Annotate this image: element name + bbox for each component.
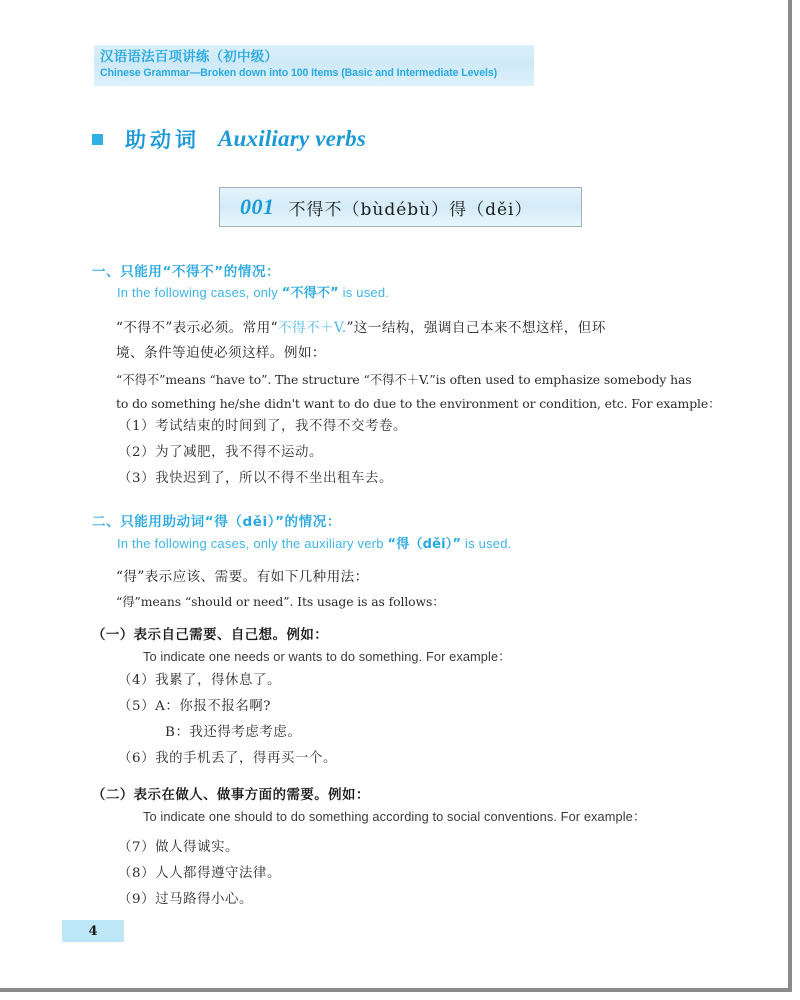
page-number: 4 (88, 923, 98, 939)
section-two-heading-cn-row (92, 512, 341, 532)
item-title-text: 不得不（bùdébù）得（děi） (288, 199, 533, 220)
example-dialogue-a: （5）A：你报不报名啊? (118, 699, 272, 715)
section-one-paragraph-en-line2: to do something he/she didn't want to do due to the environment or condition, etc. For example： (116, 396, 721, 412)
section-one-heading-en-cjk: “不得不” (281, 286, 339, 301)
example-item: （9）过马路得小心。 (118, 892, 254, 908)
subsection-one-examples (118, 668, 337, 773)
section-one-paragraph-cn-line1 (116, 316, 726, 341)
item-title-box (219, 187, 582, 227)
banner-title-en: Chinese Grammar—Broken down into 100 Items (Basic and Intermediate Levels) (100, 66, 498, 79)
chapter-title-en: Auxiliary verbs (218, 126, 367, 151)
example-dialogue-b: B：我还得考虑考虑。 (165, 725, 302, 741)
section-two-paragraph-en-text: “得”means “should or need”. Its usage is as follows： (116, 594, 445, 609)
subsection-two-heading-en-row (143, 807, 646, 827)
subsection-one-heading-cn: （一）表示自己需要、自己想。例如： (92, 628, 329, 643)
section-one-heading-cn-row (92, 262, 280, 282)
subsection-one-heading-en: To indicate one needs or wants to do something. For example： (143, 649, 512, 664)
square-bullet-icon (92, 134, 103, 145)
example-item: （3）我快迟到了，所以不得不坐出租车去。 (118, 471, 393, 487)
section-one-paragraph-en (116, 368, 731, 416)
subsection-two-heading-cn-row (92, 785, 370, 806)
subsection-two-heading-cn: （二）表示在做人、做事方面的需要。例如： (92, 788, 370, 803)
chapter-title-cn: 助动词 (125, 128, 200, 152)
section-two-paragraph-cn-text: “得”表示应该、需要。有如下几种用法： (116, 569, 369, 585)
section-one-heading-en (117, 283, 389, 304)
section-one-paragraph-cn (116, 316, 726, 366)
section-two-heading-en (117, 534, 511, 555)
para-cn-1c: ”这一结构，强调自己本来不想这样，但环 (346, 320, 606, 336)
section-one-heading-en-before: In the following cases, only (117, 285, 282, 300)
section-two-paragraph-cn (116, 565, 369, 590)
running-head-banner (94, 45, 534, 86)
para-cn-1a: “不得不”表示必须。常用“ (116, 320, 278, 336)
section-two-heading-en-cjk: “得（děi）” (387, 537, 462, 552)
example-item: （2）为了减肥，我不得不运动。 (118, 445, 323, 461)
item-number: 001 (240, 194, 275, 219)
subsection-two-examples (118, 835, 281, 913)
section-two-heading-cn: 二、只能用助动词“得（děi）”的情况： (92, 514, 341, 530)
section-one-heading-en-row (117, 283, 389, 304)
section-two-paragraph-en (116, 590, 445, 614)
section-one-examples (118, 414, 407, 492)
example-item: （7）做人得诚实。 (118, 840, 240, 855)
example-item: （6）我的手机丢了，得再买一个。 (118, 751, 337, 767)
section-one-heading-cn: 一、只能用“不得不”的情况： (92, 264, 281, 280)
section-two-heading-en-before: In the following cases, only the auxiliary verb (117, 536, 388, 551)
subsection-one-heading-en-row (143, 647, 511, 667)
example-item (118, 694, 337, 720)
example-item: （8）人人都得遵守法律。 (118, 866, 282, 882)
para-cn-highlight: 不得不＋V. (278, 320, 347, 336)
example-item (118, 720, 337, 746)
example-item: （1）考试结束的时间到了，我不得不交考卷。 (118, 419, 407, 434)
example-item: （4）我累了，得休息了。 (118, 673, 282, 688)
banner-title-cn: 汉语语法百项讲练（初中级） (100, 49, 279, 65)
chapter-heading (92, 124, 366, 154)
subsection-two-heading-en: To indicate one should to do something according to social conventions. For example： (143, 809, 646, 824)
section-one-paragraph-cn-line2: 境、条件等迫使必须这样。例如： (116, 345, 326, 362)
section-one-paragraph-en-line1: “不得不”means “have to”. The structure “不得不＋V.”is often used to emphasize somebody has (116, 372, 692, 387)
subsection-one-heading-cn-row (92, 625, 328, 646)
section-two-heading-en-row (117, 534, 511, 555)
section-two-heading-en-after: is used. (461, 536, 512, 551)
page-number-footer (62, 920, 124, 942)
section-one-heading-en-after: is used. (338, 285, 390, 300)
